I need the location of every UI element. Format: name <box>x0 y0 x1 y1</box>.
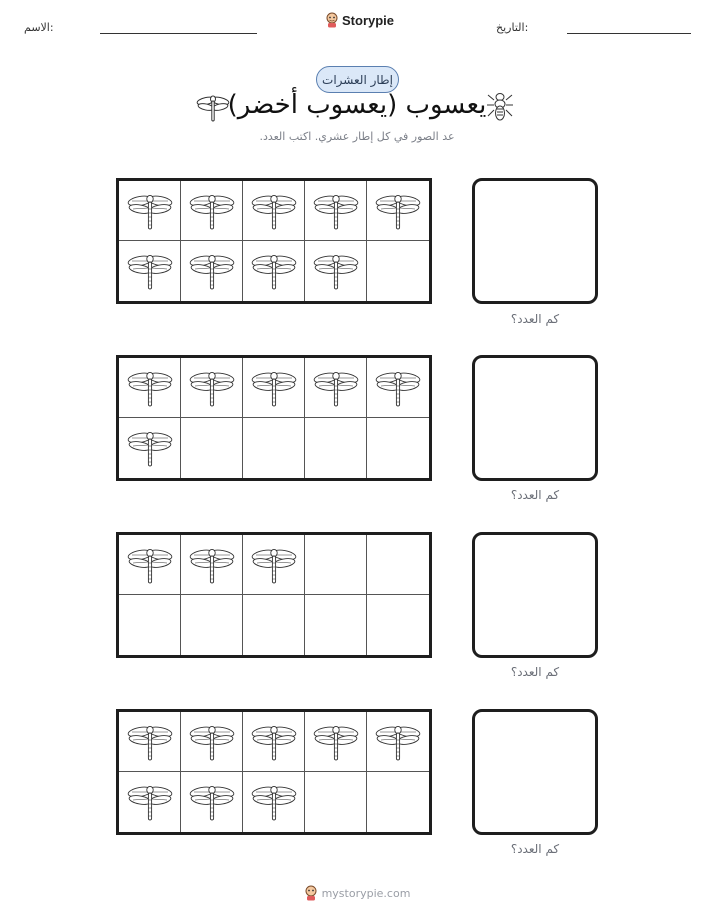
frame-cell <box>367 535 429 595</box>
dragonfly-icon <box>189 364 235 412</box>
answer-label: كم العدد؟ <box>510 842 560 856</box>
dragonfly-icon <box>127 718 173 766</box>
instructions: عد الصور في كل إطار عشري. اكتب العدد. <box>259 130 455 143</box>
ten-frame <box>116 178 432 304</box>
dragonfly-icon <box>127 187 173 235</box>
frame-cell <box>305 535 367 595</box>
frame-cell <box>243 181 305 241</box>
frame-cell <box>305 595 367 655</box>
frame-cell <box>367 712 429 772</box>
frame-cell <box>181 418 243 478</box>
frame-cell <box>243 358 305 418</box>
topic-badge: إطار العشرات <box>316 66 399 93</box>
frame-cell <box>181 535 243 595</box>
answer-box[interactable] <box>472 355 598 481</box>
dragonfly-icon <box>251 187 297 235</box>
dragonfly-icon <box>189 778 235 826</box>
dragonfly-icon <box>375 364 421 412</box>
frame-cell <box>181 181 243 241</box>
frame-cell <box>243 712 305 772</box>
frame-cell <box>181 772 243 832</box>
storypie-logo-icon <box>304 885 318 901</box>
date-label: التاريخ: <box>496 21 529 34</box>
frame-cell <box>367 772 429 832</box>
dragonfly-icon <box>127 424 173 472</box>
frame-cell <box>243 595 305 655</box>
dragonfly-icon <box>189 187 235 235</box>
dragonfly-icon <box>127 778 173 826</box>
dragonfly-icon <box>189 718 235 766</box>
answer-box[interactable] <box>472 709 598 835</box>
answer-label: كم العدد؟ <box>510 312 560 326</box>
footer <box>0 885 714 901</box>
frame-cell <box>119 241 181 301</box>
frame-cell <box>367 418 429 478</box>
dragonfly-icon <box>189 541 235 589</box>
date-line[interactable] <box>567 33 691 34</box>
brand-logo <box>325 12 394 28</box>
dragonfly-icon <box>251 778 297 826</box>
frame-cell <box>119 772 181 832</box>
page-title: يعسوب (يعسوب أخضر) <box>227 90 487 120</box>
frame-cell <box>243 418 305 478</box>
frame-cell <box>119 181 181 241</box>
frame-cell <box>305 241 367 301</box>
brand-name: Storypie <box>342 12 395 28</box>
name-line[interactable] <box>100 33 257 34</box>
frame-cell <box>367 595 429 655</box>
footer-url[interactable]: mystorypie.com <box>321 886 411 900</box>
frame-cell <box>305 712 367 772</box>
ten-frame <box>116 355 432 481</box>
answer-label: كم العدد؟ <box>510 488 560 502</box>
frame-cell <box>181 595 243 655</box>
dragonfly-icon <box>313 247 359 295</box>
dragonfly-icon <box>375 718 421 766</box>
frame-cell <box>181 712 243 772</box>
frame-cell <box>305 181 367 241</box>
frame-cell <box>181 241 243 301</box>
frame-cell <box>243 241 305 301</box>
answer-label: كم العدد؟ <box>510 665 560 679</box>
frame-cell <box>367 181 429 241</box>
dragonfly-icon <box>251 364 297 412</box>
dragonfly-icon <box>189 247 235 295</box>
storypie-logo-icon <box>325 12 339 28</box>
dragonfly-icon <box>127 364 173 412</box>
frame-cell <box>243 772 305 832</box>
dragonfly-icon <box>313 718 359 766</box>
dragonfly-icon <box>375 187 421 235</box>
ten-frame <box>116 532 432 658</box>
frame-cell <box>305 418 367 478</box>
dragonfly-icon <box>313 187 359 235</box>
dragonfly-icon <box>251 541 297 589</box>
frame-cell <box>119 418 181 478</box>
answer-box[interactable] <box>472 532 598 658</box>
frame-cell <box>119 712 181 772</box>
dragonfly-icon <box>127 247 173 295</box>
frame-cell <box>119 535 181 595</box>
frame-cell <box>367 241 429 301</box>
dragonfly-nymph-icon <box>486 90 514 122</box>
frame-cell <box>243 535 305 595</box>
dragonfly-icon <box>251 718 297 766</box>
dragonfly-icon <box>251 247 297 295</box>
frame-cell <box>367 358 429 418</box>
ten-frame <box>116 709 432 835</box>
dragonfly-icon <box>313 364 359 412</box>
frame-cell <box>119 595 181 655</box>
frame-cell <box>181 358 243 418</box>
name-label: الاسم: <box>24 21 54 34</box>
frame-cell <box>119 358 181 418</box>
dragonfly-icon <box>127 541 173 589</box>
answer-box[interactable] <box>472 178 598 304</box>
frame-cell <box>305 358 367 418</box>
frame-cell <box>305 772 367 832</box>
